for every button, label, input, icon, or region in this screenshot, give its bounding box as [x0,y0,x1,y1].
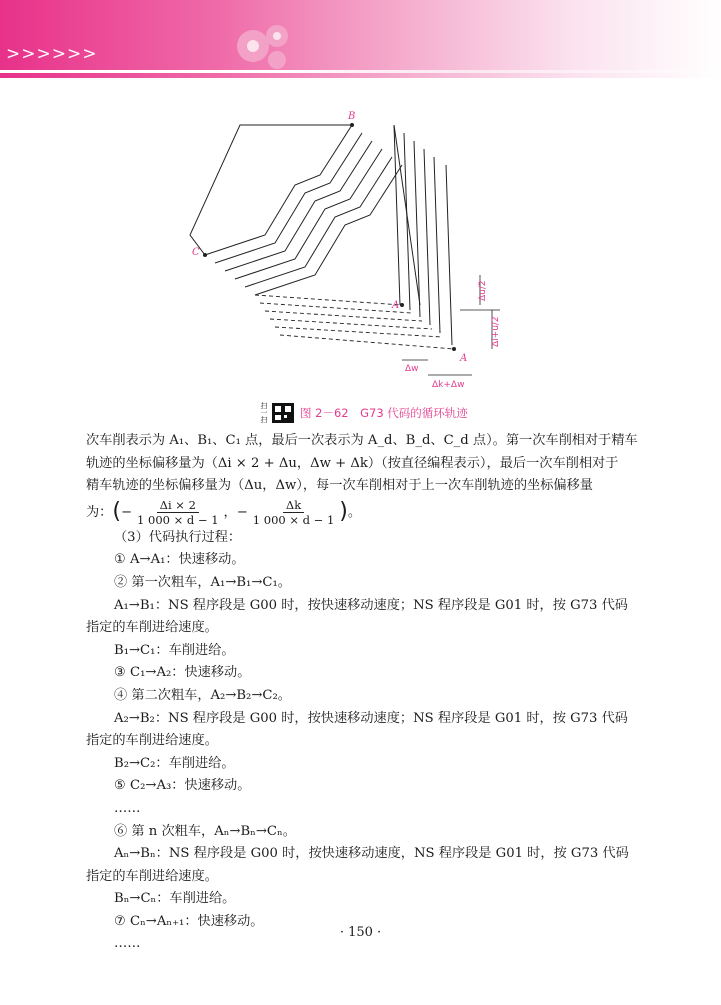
header-rule [0,70,721,73]
label-ac: A [460,353,468,364]
formula-suffix: 。 [347,504,362,520]
step-detail: B₂→C₂：车削进给。 [114,755,235,771]
fraction-2 [250,498,338,527]
label-di: Δi+u/2 [491,316,501,347]
step-item: ① A→A₁：快速移动。 [114,552,245,568]
fraction-1-den: 1 000 × d − 1 [137,512,219,527]
page-number: · 150 · [339,925,382,940]
step-item: ② 第一次粗车，A₁→B₁→C₁。 [114,574,291,590]
section-heading: （3）代码执行过程： [114,529,242,545]
step-detail: A₂→B₂：NS 程序段是 G00 时，按快速移动速度；NS 程序段是 G01 时，按 G73 代码 [114,710,628,726]
fraction-1 [134,498,222,527]
gear-icon [225,16,305,76]
step-item: ⑤ C₂→A₃：快速移动。 [114,778,251,794]
qr-code-icon[interactable] [258,402,296,424]
step-item: ③ C₁→A₂：快速移动。 [114,665,251,681]
step-item: ⑥ 第 n 次粗车，Aₙ→Bₙ→Cₙ。 [114,823,296,839]
step-detail: B₁→C₁：车削进给。 [114,642,235,658]
g73-cycle-diagram [170,105,530,405]
label-b: B [348,111,356,122]
fraction-2-num: Δk [283,498,304,513]
step-item: ④ 第二次粗车，A₂→B₂→C₂。 [114,687,291,703]
label-dk-dw: Δk+Δw [432,380,465,390]
formula-line: 为：(− $\frac{\Delta i \times 2}{1 000 \times d - 1}$ ，− $\frac{\Delta k}{1 000 \times d - 1}$ )。 [86,497,362,527]
ellipsis: …… [114,800,141,816]
paragraph-line: 精车轨迹的坐标偏移量为（Δu，Δw），每一次车削相对于上一次车削轨迹的坐标偏移量 [86,478,593,494]
label-du2: Δu/2 [478,280,488,301]
body-text [86,430,646,956]
step-item: ⑦ Cₙ→Aₙ₊₁：快速移动。 [114,913,264,929]
step-detail: Bₙ→Cₙ：车削进给。 [114,891,236,907]
step-detail: 指定的车削进给速度。 [86,733,218,749]
paragraph-line: 次车削表示为 A₁、B₁、C₁ 点，最后一次表示为 A_d、B_d、C_d 点）。第一次车削相对于精车 [86,433,638,448]
scan-label: 扫一扫 [260,402,268,423]
formula-prefix: 为： [86,504,113,520]
fraction-1-num: Δi × 2 [157,498,199,513]
step-detail: Aₙ→Bₙ：NS 程序段是 G00 时，按快速移动速度，NS 程序段是 G01 时，按 G73 代码 [114,846,629,862]
fraction-2-den: 1 000 × d − 1 [252,512,335,527]
step-detail: 指定的车削进给速度。 [86,868,218,884]
label-c: C [192,247,200,258]
step-detail: 指定的车削进给速度。 [86,620,218,636]
ellipsis: …… [114,936,141,952]
label-dw: Δw [405,364,419,374]
figure-caption-row [258,402,468,424]
chevron-decoration: >>>>>> [6,44,98,64]
paragraph-line: 轨迹的坐标偏移量为（Δi × 2 + Δu，Δw + Δk）（按直径编程表示），最后一次车削相对于 [86,455,619,471]
step-detail: A₁→B₁：NS 程序段是 G00 时，按快速移动速度；NS 程序段是 G01 时，按 G73 代码 [114,597,628,613]
label-a: A [392,300,400,311]
figure-caption: 图 2－62 G73 代码的循环轨迹 [300,406,468,420]
page-header-band [0,0,721,78]
